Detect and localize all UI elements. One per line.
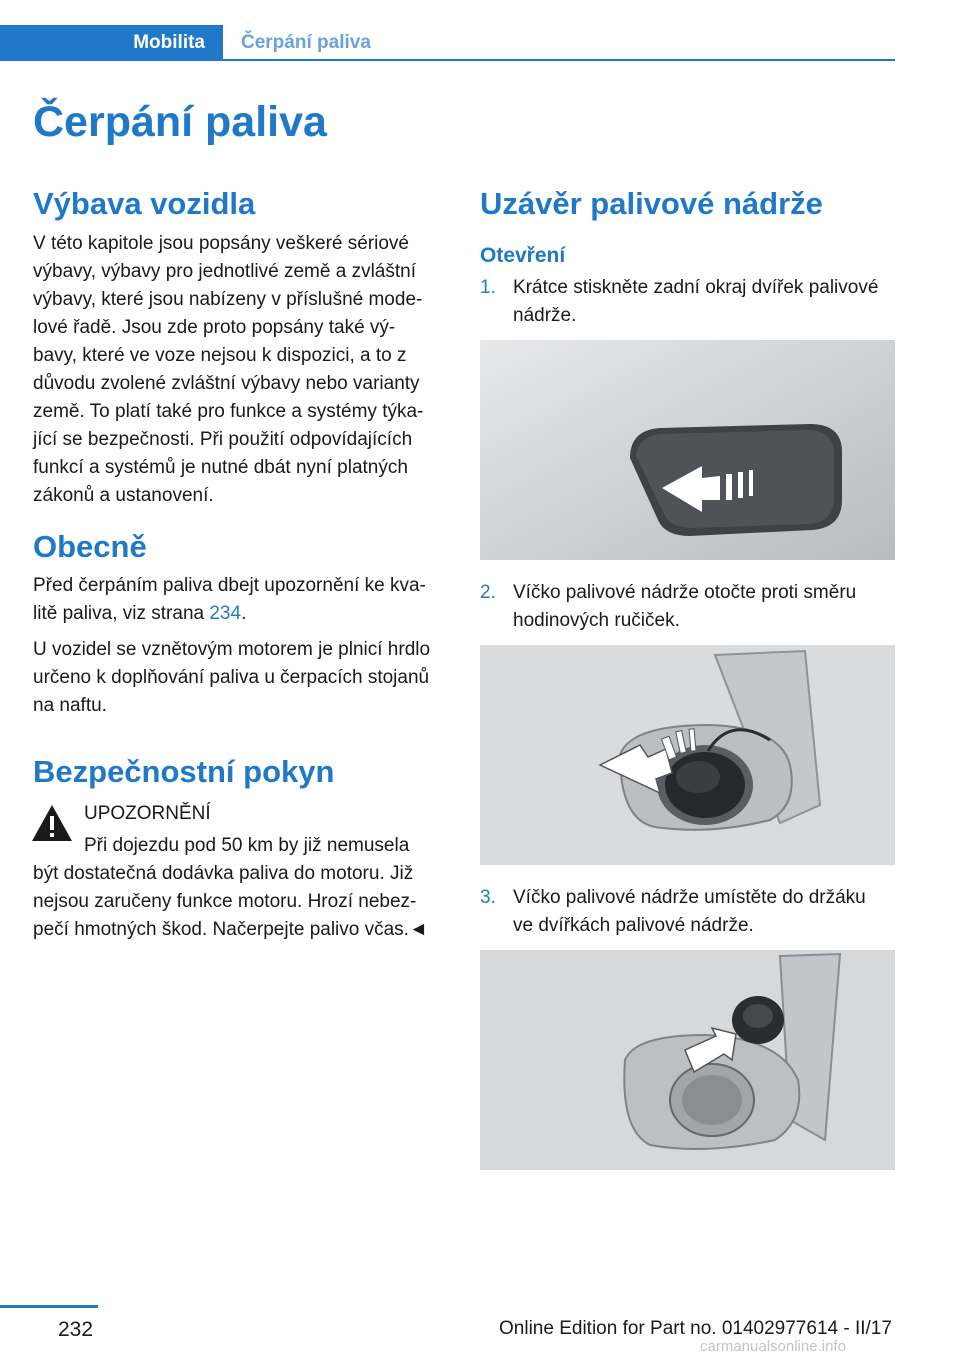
step-text: [513, 274, 903, 330]
breadcrumb-section[interactable]: Mobilita: [0, 25, 223, 61]
text-line: nejsou zaručeny funkce motoru. Hrozí nebez‐: [33, 891, 417, 912]
safety-heading: Bezpečnostní pokyn: [33, 754, 335, 789]
text-line: určeno k doplňování paliva u čerpacích stojanů: [33, 667, 430, 688]
step-text: [513, 884, 903, 940]
text-line: výbavy, výbavy pro jednotlivé země a zvláštní: [33, 261, 416, 282]
step-number: 3.: [480, 887, 496, 908]
fuel-cap-heading: Uzávěr palivové nádrže: [480, 186, 823, 221]
text-line: Před čerpáním paliva dbejt upozornění ke kva‐: [33, 575, 426, 596]
text-line: pečí hmotných škod. Načerpejte palivo včas.◄: [33, 919, 428, 940]
text-line: nádrže.: [513, 305, 577, 326]
edition-text: Online Edition for Part no. 01402977614 - II/17: [499, 1318, 892, 1339]
page-number: 232: [58, 1318, 94, 1341]
watermark: carmanualsonline.info: [700, 1338, 846, 1355]
fuel-door-press-image: [480, 340, 895, 560]
step-text: [513, 579, 903, 635]
text-segment: litě paliva, viz strana: [33, 603, 210, 624]
page-link[interactable]: 234: [209, 603, 242, 624]
general-text: [33, 572, 453, 720]
equipment-text: [33, 230, 453, 510]
step-number: 2.: [480, 582, 496, 603]
step-number: 1.: [480, 277, 496, 298]
fuel-cap-holder-image: [480, 950, 895, 1170]
text-line: důvodu zvolené zvláštní výbavy nebo varianty: [33, 373, 420, 394]
text-line: lové řadě. Jsou zde proto popsány také vý‐: [33, 317, 396, 338]
text-line: výbavy, které jsou nabízeny v příslušné mode‐: [33, 289, 423, 310]
general-heading: Obecně: [33, 529, 147, 564]
text-line: země. To platí také pro funkce a systémy týka‐: [33, 401, 424, 422]
text-line: hodinových ručiček.: [513, 610, 680, 631]
text-line: bavy, které ve voze nejsou k dispozici, a to z: [33, 345, 407, 366]
text-line: být dostatečná dodávka paliva do motoru. Již: [33, 863, 414, 884]
text-line: V této kapitole jsou popsány veškeré sériové: [33, 233, 409, 254]
warning-label: UPOZORNĚNÍ: [84, 803, 211, 824]
text-line: jící se bezpečnosti. Při použití odpovídajících: [33, 429, 413, 450]
text-line: [33, 600, 453, 628]
text-line: Při dojezdu pod 50 km by již nemusela: [84, 835, 410, 856]
footer-divider: [0, 1305, 98, 1308]
text-line: funkcí a systémů je nutné dbát nyní platných: [33, 457, 408, 478]
breadcrumb-divider: [223, 59, 895, 61]
text-line: ve dvířkách palivové nádrže.: [513, 915, 754, 936]
warning-icon: [31, 804, 73, 842]
text-segment: .: [241, 603, 247, 624]
breadcrumb: [0, 25, 895, 61]
fuel-cap-turn-image: [480, 645, 895, 865]
text-line: Víčko palivové nádrže umístěte do držáku: [513, 887, 866, 908]
text-line: Krátce stiskněte zadní okraj dvířek palivové: [513, 277, 879, 298]
page-title: Čerpání paliva: [33, 98, 327, 146]
text-line: zákonů a ustanovení.: [33, 485, 214, 506]
opening-subheading: Otevření: [480, 244, 566, 267]
equipment-heading: Výbava vozidla: [33, 186, 256, 221]
text-line: Víčko palivové nádrže otočte proti směru: [513, 582, 857, 603]
breadcrumb-current: Čerpání paliva: [241, 32, 371, 53]
safety-text: [33, 860, 458, 944]
text-line: na naftu.: [33, 695, 107, 716]
text-line: U vozidel se vznětovým motorem je plnicí hrdlo: [33, 639, 431, 660]
